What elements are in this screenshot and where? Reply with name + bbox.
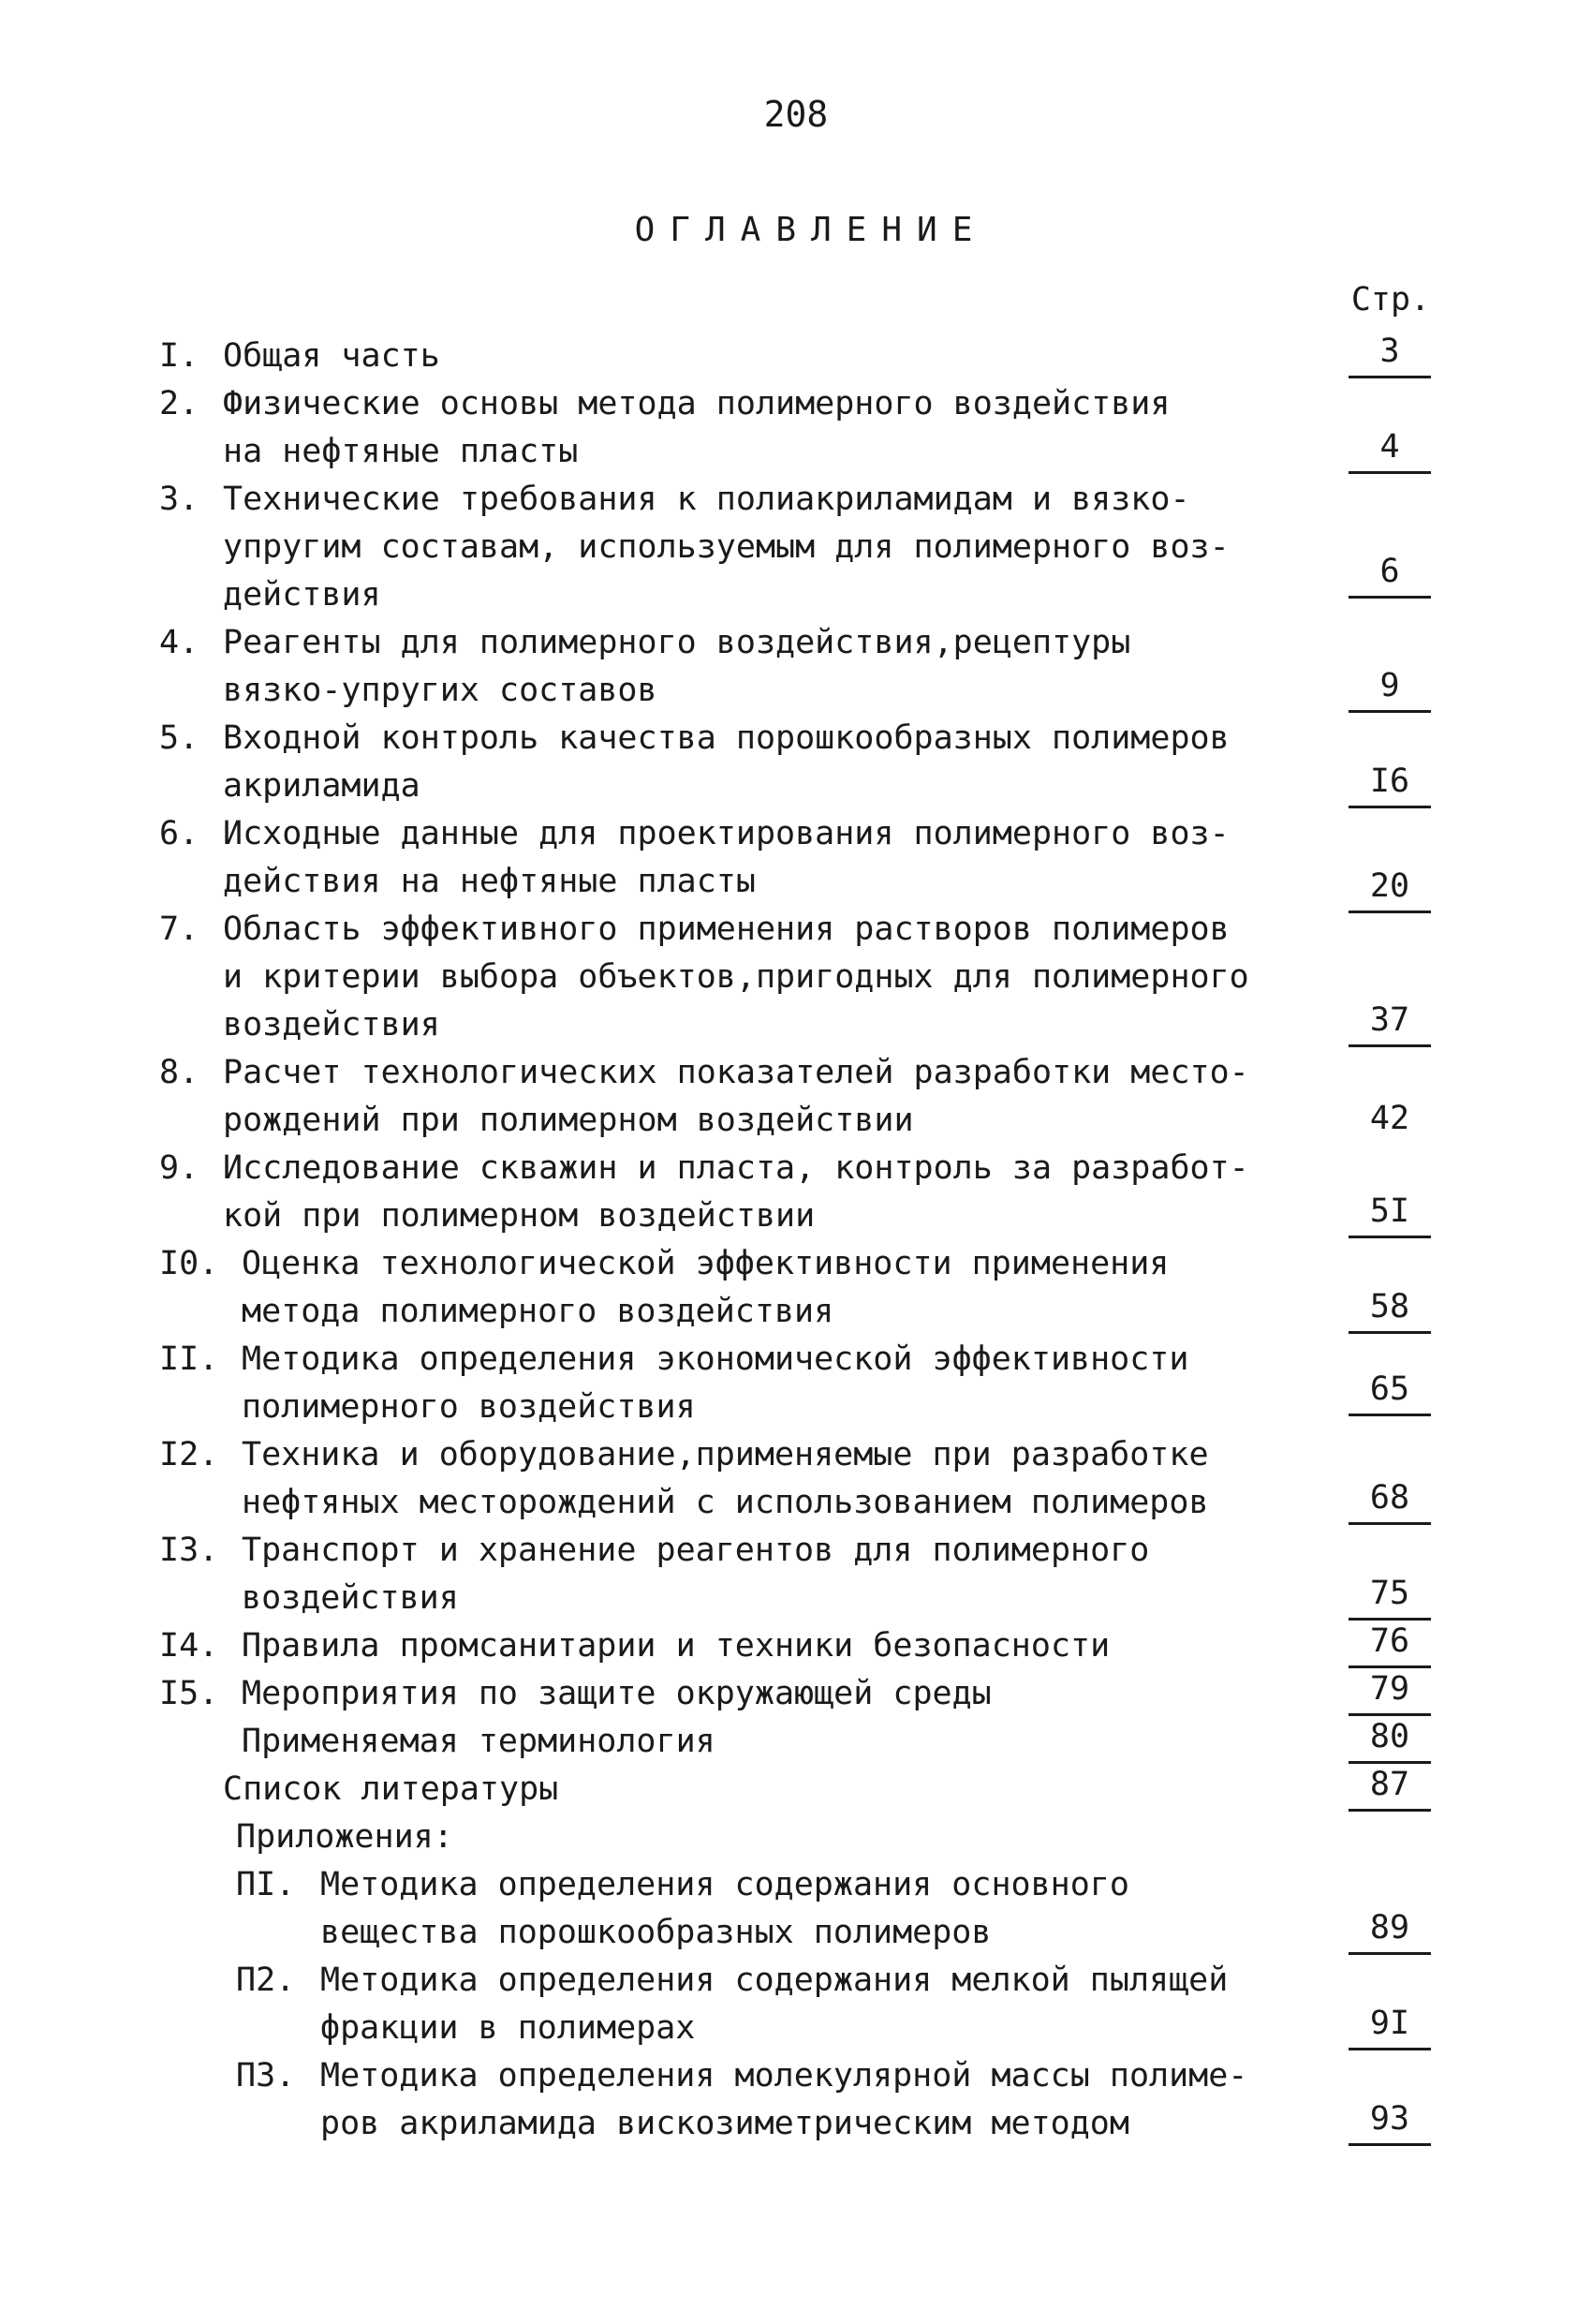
toc-entry-page: 9I bbox=[1349, 2003, 1431, 2050]
toc-entry-number: I3. bbox=[159, 1532, 219, 1569]
toc-entry-title: Мероприятия по защите окружающей среды bbox=[242, 1675, 992, 1712]
toc-entry-number: I0. bbox=[159, 1245, 219, 1282]
toc-entry-title: Физические основы метода полимерного воздействия на нефтяные пласты bbox=[223, 385, 1171, 470]
toc-entry bbox=[0, 1145, 1592, 1240]
toc-entry bbox=[0, 1718, 1592, 1766]
toc-entry bbox=[0, 476, 1592, 619]
toc-entry bbox=[0, 333, 1592, 380]
toc-entry-number: 8. bbox=[159, 1054, 199, 1091]
toc-entry-page: 20 bbox=[1349, 866, 1431, 913]
toc-entry-page: 5I bbox=[1349, 1191, 1431, 1238]
toc-entry-number: 9. bbox=[159, 1149, 199, 1187]
toc-entry-page: 42 bbox=[1369, 1100, 1410, 1137]
toc-entry bbox=[0, 906, 1592, 1049]
toc-entry bbox=[0, 1049, 1592, 1145]
toc-entry-number: 3. bbox=[159, 481, 199, 518]
toc-entry-page: 93 bbox=[1349, 2098, 1431, 2146]
toc-entry-number: 7. bbox=[159, 910, 199, 948]
toc-entry bbox=[0, 619, 1592, 715]
toc-entry bbox=[0, 1861, 1592, 1957]
toc-entry-title: Исходные данные для проектирования полимерного воз- действия на нефтяные пласты bbox=[223, 815, 1230, 900]
toc-entry-page: 4 bbox=[1349, 426, 1431, 474]
toc-entry-page: 9 bbox=[1349, 665, 1431, 713]
toc-entry-title: Общая часть bbox=[223, 337, 440, 375]
toc-entry-title: Применяемая терминология bbox=[242, 1723, 715, 1760]
toc-entry-title: Методика определения содержания основного вещества порошкообразных полимеров bbox=[320, 1866, 1129, 1951]
toc-entry-page: 68 bbox=[1349, 1477, 1431, 1525]
toc-entry bbox=[0, 1240, 1592, 1336]
toc-entry-title: Реагенты для полимерного воздействия,рецептуры вязко-упругих составов bbox=[223, 624, 1131, 709]
table-of-contents bbox=[0, 333, 1592, 2148]
toc-entry-page: 75 bbox=[1349, 1573, 1431, 1621]
toc-entry-title: Методика определения экономической эффективности полимерного воздействия bbox=[242, 1340, 1189, 1426]
toc-entry bbox=[0, 2052, 1592, 2148]
toc-entry-title: Приложения: bbox=[236, 1818, 453, 1856]
toc-entry bbox=[0, 1431, 1592, 1527]
toc-entry bbox=[0, 1670, 1592, 1718]
page-title: ОГЛАВЛЕНИЕ bbox=[634, 211, 988, 249]
toc-entry-page bbox=[1349, 1856, 1431, 1859]
toc-entry bbox=[0, 380, 1592, 476]
toc-entry bbox=[0, 1336, 1592, 1431]
page-number: 208 bbox=[763, 94, 829, 135]
toc-entry bbox=[0, 810, 1592, 906]
toc-entry-page: 79 bbox=[1349, 1668, 1431, 1716]
toc-entry-title: Оценка технологической эффективности применения метода полимерного воздействия bbox=[242, 1245, 1170, 1330]
toc-entry-number: II. bbox=[159, 1340, 219, 1378]
page-column-header: Стр. bbox=[1350, 281, 1431, 318]
toc-entry bbox=[0, 1622, 1592, 1670]
toc-entry-number: I. bbox=[159, 337, 199, 375]
toc-entry bbox=[0, 1527, 1592, 1622]
toc-entry-title: Входной контроль качества порошкообразных полимеров акриламида bbox=[223, 719, 1230, 805]
toc-entry-title: Методика определения содержания мелкой пылящей фракции в полимерах bbox=[320, 1961, 1229, 2047]
toc-entry-page: 3 bbox=[1349, 331, 1431, 378]
toc-entry-title: Исследование скважин и пласта, контроль за разработ- кой при полимерном воздействии bbox=[223, 1149, 1249, 1235]
toc-entry-number: 4. bbox=[159, 624, 199, 661]
toc-entry-title: Расчет технологических показателей разработки место- рождений при полимерном воздействии bbox=[223, 1054, 1249, 1139]
toc-entry-number: ПI. bbox=[236, 1866, 296, 1903]
toc-entry-title: Методика определения молекулярной массы полиме- ров акриламида вискозиметрическим методом bbox=[320, 2057, 1248, 2142]
toc-entry-title: Техника и оборудование,применяемые при разработке нефтяных месторождений с использованием полимеров bbox=[242, 1436, 1209, 1521]
toc-entry bbox=[0, 715, 1592, 810]
toc-entry-number: I4. bbox=[159, 1627, 219, 1665]
toc-entry-page: 6 bbox=[1349, 551, 1431, 599]
toc-entry-number: 5. bbox=[159, 719, 199, 757]
toc-entry-number: I2. bbox=[159, 1436, 219, 1473]
toc-entry bbox=[0, 1766, 1592, 1813]
toc-entry bbox=[0, 1957, 1592, 2052]
toc-entry-title: Область эффективного применения растворов полимеров и критерии выбора объектов,пригодных для полимерного воздействия bbox=[223, 910, 1249, 1044]
toc-entry-page: 58 bbox=[1349, 1286, 1431, 1334]
toc-entry-title: Технические требования к полиакриламидам и вязко- упругим составам, используемым для полимерного воз- действия bbox=[223, 481, 1230, 614]
toc-entry-page: 89 bbox=[1349, 1907, 1431, 1955]
toc-entry-title: Правила промсанитарии и техники безопасности bbox=[242, 1627, 1111, 1665]
toc-entry-title: Транспорт и хранение реагентов для полимерного воздействия bbox=[242, 1532, 1150, 1617]
toc-entry-page: I6 bbox=[1349, 761, 1431, 808]
toc-entry-page: 87 bbox=[1349, 1764, 1431, 1812]
toc-entry-page: 80 bbox=[1349, 1716, 1431, 1764]
toc-entry-page: 37 bbox=[1349, 999, 1431, 1047]
toc-entry-page: 76 bbox=[1349, 1621, 1431, 1668]
toc-entry-number: 2. bbox=[159, 385, 199, 422]
toc-entry-title: Список литературы bbox=[223, 1770, 559, 1808]
toc-entry-page: 65 bbox=[1349, 1369, 1431, 1416]
toc-entry bbox=[0, 1813, 1592, 1861]
toc-entry-number: I5. bbox=[159, 1675, 219, 1712]
toc-entry-number: П2. bbox=[236, 1961, 296, 1999]
toc-entry-number: 6. bbox=[159, 815, 199, 852]
toc-entry-number: П3. bbox=[236, 2057, 296, 2095]
